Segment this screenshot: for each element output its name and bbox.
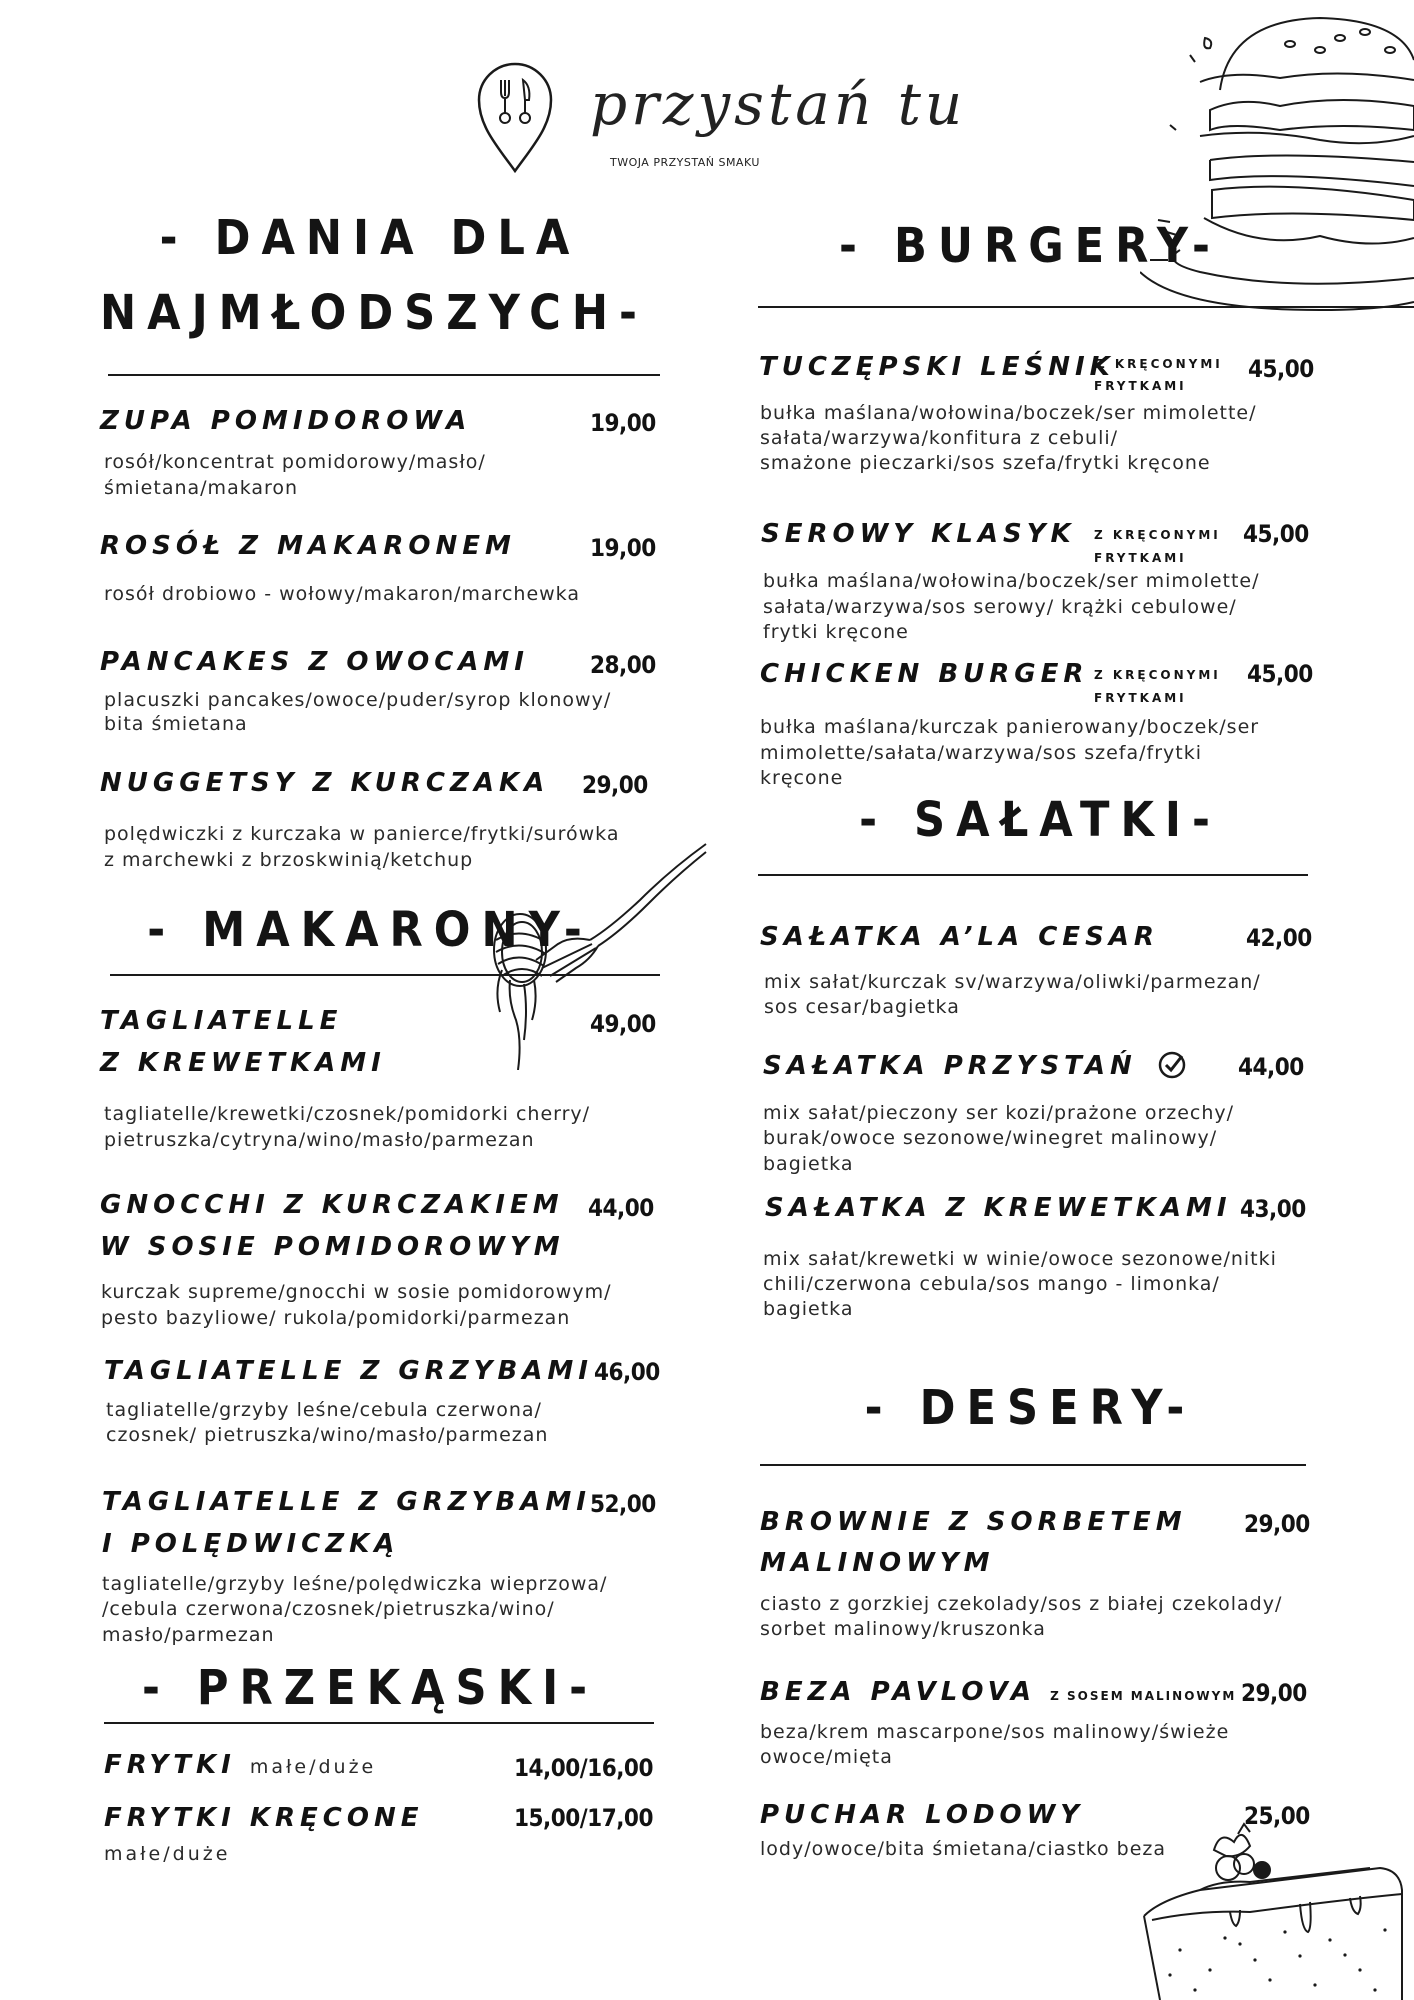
section-title-snacks: - PRZEKĄSKI- [141,1660,599,1716]
menu-item-desc: mimolette/sałata/warzywa/sos szefa/frytki [760,742,1202,764]
menu-item-desc: tagliatelle/grzyby leśne/cebula czerwona/ [106,1399,542,1421]
menu-item-price: 52,00 [590,1490,656,1518]
menu-item-desc: sos cesar/bagietka [764,996,960,1018]
logo-tagline: TWOJA PRZYSTAŃ SMAKU [610,156,760,169]
divider-snacks [104,1722,654,1724]
menu-item-desc: beza/krem mascarpone/sos malinowy/świeże [760,1721,1230,1743]
menu-item-desc: małe/duże [104,1843,231,1865]
menu-item-note: Z KRĘCONYMI [1096,357,1223,371]
menu-item-price: 19,00 [590,534,656,562]
menu-item-price: 45,00 [1248,355,1314,383]
menu-item-desc: pietruszka/cytryna/wino/masło/parmezan [104,1129,535,1151]
section-title-salads: - SAŁATKI- [859,792,1221,848]
menu-item-price: 43,00 [1240,1195,1306,1223]
menu-item-name: W SOSIE POMIDOROWYM [100,1232,565,1262]
menu-item-desc: sałata/warzywa/konfitura z cebuli/ [760,427,1119,449]
menu-item-price: 44,00 [1238,1053,1304,1081]
menu-item-desc: mix sałat/pieczony ser kozi/prażone orzechy/ [763,1102,1235,1124]
section-title-kids-line1: - DANIA DLA [159,210,581,266]
menu-item-price: 45,00 [1243,520,1309,548]
menu-item-desc: ciasto z gorzkiej czekolady/sos z białej czekolady/ [760,1593,1283,1615]
logo-script: przystań tu [590,70,967,138]
menu-item-name: GNOCCHI Z KURCZAKIEM [100,1190,564,1220]
menu-item-name-text: FRYTKI [104,1750,236,1780]
menu-item-desc: z marchewki z brzoskwinią/ketchup [104,849,474,871]
menu-item-name [763,1045,1187,1087]
menu-item-note: Z KRĘCONYMI [1094,528,1221,542]
menu-item-name: I POLĘDWICZKĄ [102,1529,400,1559]
menu-item-name: FRYTKI KRĘCONE [104,1803,424,1833]
menu-item-price: 49,00 [590,1010,656,1038]
menu-item-note: Z SOSEM MALINOWYM [1050,1689,1237,1703]
menu-item-desc: chili/czerwona cebula/sos mango - limonka/ [763,1273,1220,1295]
menu-item-price: 15,00/17,00 [514,1804,653,1832]
logo [470,58,967,178]
menu-item-name: Z KREWETKAMI [100,1048,386,1078]
menu-item-desc: frytki kręcone [763,621,909,643]
menu-item-price: 42,00 [1246,924,1312,952]
menu-item-desc: śmietana/makaron [104,477,299,499]
menu-item-desc: rosół drobiowo - wołowy/makaron/marchewka [104,583,580,605]
menu-item-desc: sałata/warzywa/sos serowy/ krążki cebulowe/ [763,596,1237,618]
divider-pasta [110,974,660,976]
menu-item-price: 14,00/16,00 [514,1754,653,1782]
divider-salads [758,874,1308,876]
menu-item-desc: bułka maślana/kurczak panierowany/boczek/ser [760,716,1260,738]
menu-item-note: FRYTKAMI [1094,691,1187,705]
menu-item-desc: lody/owoce/bita śmietana/ciastko beza [760,1838,1167,1860]
menu-item-name: SEROWY KLASYK [761,519,1076,549]
menu-item-name: TAGLIATELLE [100,1006,343,1036]
menu-item-price: 29,00 [1241,1679,1307,1707]
menu-item-desc: bagietka [763,1298,854,1320]
menu-item-name: PUCHAR LODOWY [760,1800,1085,1830]
menu-item-desc: masło/parmezan [102,1624,275,1646]
menu-item-desc: owoce/mięta [760,1746,893,1768]
menu-item-desc: burak/owoce sezonowe/winegret malinowy/ [763,1127,1218,1149]
section-title-burgers: - BURGERY- [839,218,1221,274]
menu-item-name: BROWNIE Z SORBETEM [760,1507,1187,1537]
menu-item-desc: /cebula czerwona/czosnek/pietruszka/wino/ [102,1598,555,1620]
section-title-pasta: - MAKARONY- [147,902,593,958]
menu-item-price: 28,00 [590,651,656,679]
menu-item-desc: bagietka [763,1153,854,1175]
menu-item-desc: pesto bazyliowe/ rukola/pomidorki/parmezan [101,1307,571,1329]
menu-item-name: SAŁATKA Z KREWETKAMI [765,1193,1232,1223]
menu-item-name: CHICKEN BURGER [760,659,1089,689]
menu-item-desc: smażone pieczarki/sos szefa/frytki kręcone [760,452,1211,474]
menu-item-desc: bita śmietana [104,713,248,735]
menu-item-desc: polędwiczki z kurczaka w panierce/frytki/surówka [104,823,620,845]
menu-item-desc: mix sałat/krewetki w winie/owoce sezonowe/nitki [763,1248,1277,1270]
menu-item-price: 44,00 [588,1194,654,1222]
menu-item-desc: mix sałat/kurczak sv/warzywa/oliwki/parmezan/ [764,971,1261,993]
menu-item-name: ZUPA POMIDOROWA [100,406,472,436]
menu-item-name: TAGLIATELLE Z GRZYBAMI [102,1487,591,1517]
menu-item-name: TUCZĘPSKI LEŚNIK [759,352,1115,382]
cake-illustration [1140,1820,1414,2000]
menu-item-price: 19,00 [590,409,656,437]
menu-item-price: 45,00 [1247,660,1313,688]
menu-item-name: TAGLIATELLE Z GRZYBAMI [104,1356,593,1386]
menu-item-name-text: BEZA PAVLOVA [760,1677,1037,1707]
menu-item-price: 46,00 [594,1358,660,1386]
location-pin-cutlery-icon [475,58,555,176]
check-badge-icon [1157,1050,1187,1080]
menu-item-name [104,1744,376,1788]
section-title-desserts: - DESERY- [864,1380,1196,1436]
menu-item-name [760,1671,1236,1717]
menu-item-desc: tagliatelle/grzyby leśne/polędwiczka wieprzowa/ [102,1573,608,1595]
menu-item-note: FRYTKAMI [1094,551,1187,565]
menu-item-desc: kurczak supreme/gnocchi w sosie pomidorowym/ [101,1281,612,1303]
menu-item-note: FRYTKAMI [1094,379,1187,393]
menu-item-desc: placuszki pancakes/owoce/puder/syrop klonowy/ [104,689,612,711]
divider-desserts [760,1464,1306,1466]
section-title-kids-line2: NAJMŁODSZYCH- [100,285,648,341]
menu-item-name: SAŁATKA A’LA CESAR [760,922,1159,952]
menu-item-desc: czosnek/ pietruszka/wino/masło/parmezan [106,1424,549,1446]
menu-item-desc: bułka maślana/wołowina/boczek/ser mimolette/ [760,402,1257,424]
menu-item-price: 29,00 [582,771,648,799]
menu-item-name: PANCAKES Z OWOCAMI [100,647,529,677]
menu-item-size-note: małe/duże [249,1756,377,1778]
menu-item-desc: kręcone [760,767,844,789]
divider-kids [108,374,660,376]
menu-item-note: Z KRĘCONYMI [1094,668,1221,682]
menu-item-name: ROSÓŁ Z MAKARONEM [100,531,516,561]
menu-item-desc: sorbet malinowy/kruszonka [760,1618,1046,1640]
menu-item-name: NUGGETSY Z KURCZAKA [100,768,550,798]
menu-item-desc: bułka maślana/wołowina/boczek/ser mimolette/ [763,570,1260,592]
divider-burgers [758,306,1414,308]
menu-item-name: MALINOWYM [760,1548,995,1578]
menu-item-desc: tagliatelle/krewetki/czosnek/pomidorki cherry/ [104,1103,591,1125]
menu-item-desc: rosół/koncentrat pomidorowy/masło/ [104,451,486,473]
menu-item-price: 25,00 [1244,1802,1310,1830]
menu-item-price: 29,00 [1244,1510,1310,1538]
menu-item-name-text: SAŁATKA PRZYSTAŃ [763,1051,1137,1081]
